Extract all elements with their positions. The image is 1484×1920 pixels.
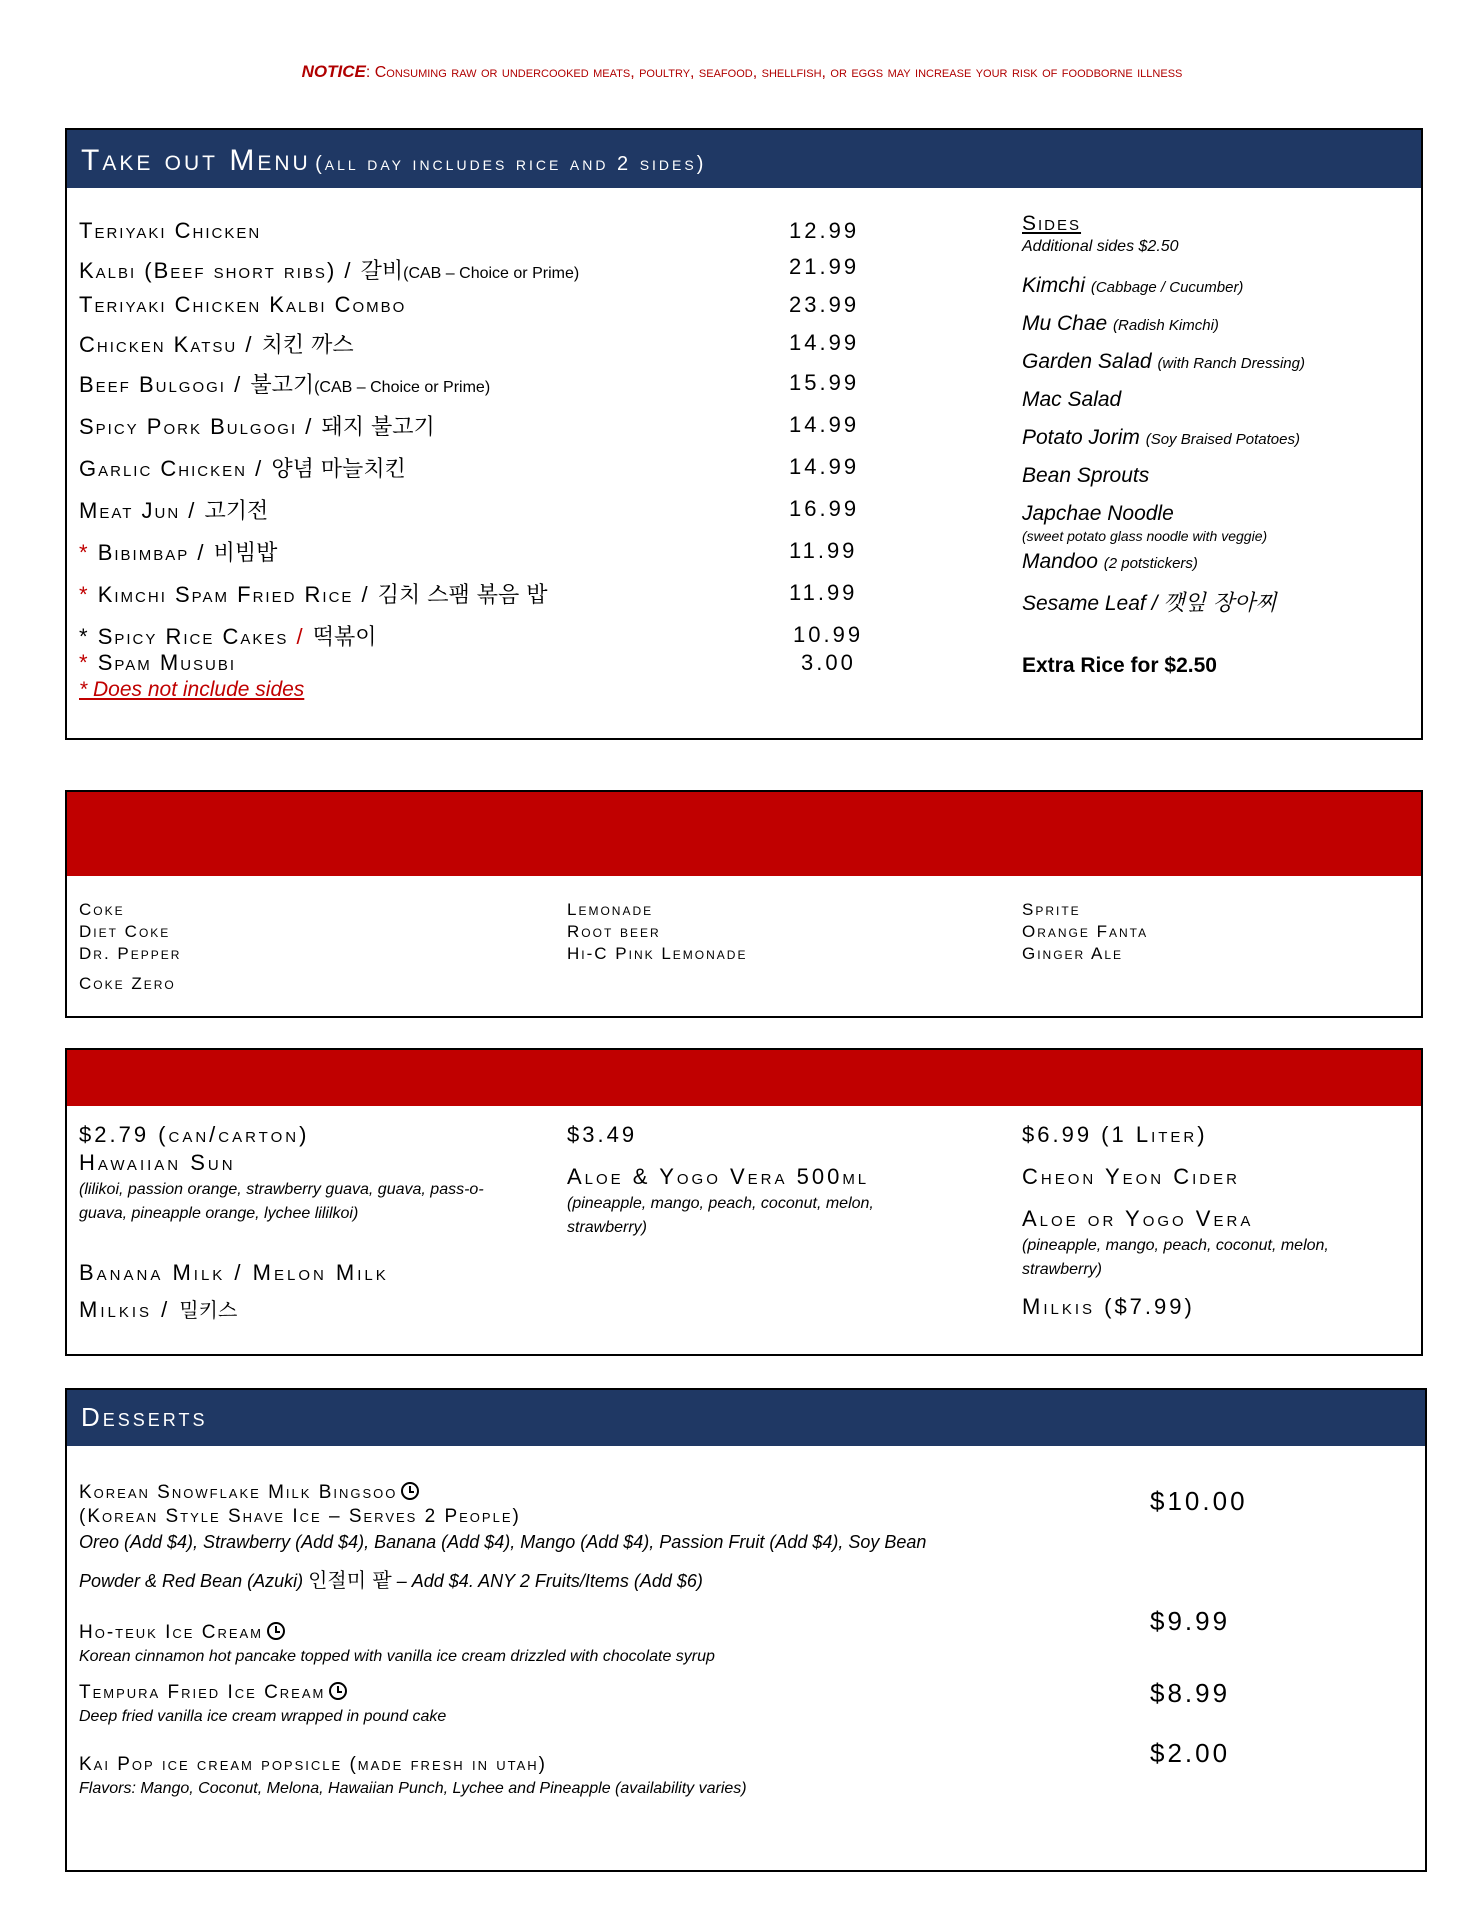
clock-icon: [329, 1682, 347, 1700]
dessert-price: $10.00: [1150, 1486, 1248, 1516]
sides-subtitle: Additional sides $2.50: [1022, 238, 1179, 255]
side-item: Mac Salad: [1022, 388, 1122, 411]
specialty-item: Cheon Yeon Cider: [1022, 1164, 1240, 1189]
specialty-drinks-section: [65, 1048, 1423, 1356]
korean-name: 불고기: [250, 373, 315, 398]
menu-item-kimchi-spam-rice: * Kimchi Spam Fried Rice / 김치 스팸 볶음 밥: [79, 582, 548, 608]
slash: /: [296, 624, 305, 649]
notice-text: : Consuming raw or undercooked meats, poultry, seafood, shellfish, or eggs may increase your risk of foodborne illness: [365, 64, 1183, 81]
korean-name: 비빔밥: [213, 541, 278, 566]
specialty-item: Milkis / 밀키스: [79, 1297, 238, 1322]
specialty-item-desc: (pineapple, mango, peach, coconut, melon, strawberry): [1022, 1237, 1329, 1278]
specialty-title: Specialty Drinks: [81, 1064, 314, 1094]
menu-item-price: 14.99: [789, 454, 860, 479]
korean-name: 돼지 불고기: [321, 415, 435, 440]
drink-item: Root beer: [567, 922, 661, 941]
dessert-price: $9.99: [1150, 1606, 1231, 1636]
dessert-item-desc: Korean cinnamon hot pancake topped with vanilla ice cream drizzled with chocolate syrup: [79, 1648, 715, 1665]
cab-note: (CAB – Choice or Prime): [314, 379, 491, 396]
menu-item-price: 14.99: [789, 330, 860, 355]
dessert-item-desc: Oreo (Add $4), Strawberry (Add $4), Banana (Add $4), Mango (Add $4), Passion Fruit (Add $4), Soy Bean: [79, 1532, 927, 1552]
menu-item-price: 16.99: [789, 496, 860, 521]
sides-title: Sides: [1022, 212, 1082, 235]
takeout-title: Take out Menu: [81, 144, 311, 177]
specialty-item-desc: (lilikoi, passion orange, strawberry guava, guava, pass-o-guava, pineapple orange, lychee lililkoi): [79, 1181, 484, 1222]
menu-item-combo: Teriyaki Chicken Kalbi Combo: [79, 292, 407, 317]
drink-item: Coke Zero: [79, 974, 176, 993]
star-marker: *: [79, 624, 90, 649]
clock-icon: [267, 1622, 285, 1640]
korean-name: 떡볶이: [312, 625, 377, 650]
takeout-menu-section: [65, 128, 1423, 740]
desserts-section: [65, 1388, 1427, 1872]
drinks-header: [67, 792, 1421, 876]
korean-name: 양념 마늘치킨: [271, 457, 406, 482]
menu-item-kalbi: Kalbi (Beef short ribs) / 갈비(CAB – Choice or Prime): [79, 258, 580, 284]
dessert-item-bingsoo: Korean Snowflake Milk Bingsoo: [79, 1482, 419, 1504]
specialty-price: $6.99 (1 Liter): [1022, 1122, 1208, 1147]
specialty-item: Hawaiian Sun: [79, 1150, 236, 1175]
korean-name: 치킨 까스: [261, 333, 354, 358]
menu-item-price: 15.99: [789, 370, 860, 395]
specialty-item: Aloe & Yogo Vera 500ml: [567, 1164, 870, 1189]
drinks-section: [65, 790, 1423, 1018]
side-item: Mandoo (2 potstickers): [1022, 550, 1198, 573]
dessert-item-hoteuk: Ho-teuk Ice Cream: [79, 1622, 285, 1644]
cab-note: (CAB – Choice or Prime): [403, 265, 580, 282]
drinks-price: $3.49: [81, 837, 157, 864]
star-marker: *: [79, 650, 90, 675]
side-item: Mu Chae (Radish Kimchi): [1022, 312, 1219, 335]
menu-item-bibimbap: * Bibimbap / 비빔밥: [79, 540, 278, 566]
drink-item: Dr. Pepper: [79, 944, 182, 963]
extra-rice: Extra Rice for $2.50: [1022, 654, 1217, 677]
menu-item-price: 23.99: [789, 292, 860, 317]
side-item: Garden Salad (with Ranch Dressing): [1022, 350, 1305, 373]
star-marker: *: [79, 540, 90, 565]
menu-item-price: 11.99: [789, 538, 858, 563]
takeout-header: [67, 130, 1421, 188]
korean-name: 고기전: [204, 499, 269, 524]
dessert-item-bingsoo-subtitle: (Korean Style Shave Ice – Serves 2 People): [79, 1506, 521, 1527]
menu-item-price: 21.99: [789, 254, 860, 279]
dessert-item-kai-pop: Kai Pop ice cream popsicle (made fresh in utah): [79, 1754, 547, 1775]
menu-item-price: 12.99: [789, 218, 860, 243]
specialty-item: Milkis ($7.99): [1022, 1294, 1195, 1319]
menu-item-teriyaki-chicken: Teriyaki Chicken: [79, 218, 262, 243]
specialty-item: Aloe or Yogo Vera: [1022, 1206, 1254, 1231]
specialty-price: $3.49: [567, 1122, 638, 1147]
menu-item-spicy-rice-cakes: * Spicy Rice Cakes / 떡볶이: [79, 624, 377, 650]
foodborne-notice: [0, 62, 1484, 82]
desserts-header: [67, 1390, 1425, 1446]
clock-icon: [401, 1482, 419, 1500]
menu-item-price: 11.99: [789, 580, 858, 605]
side-item: Sesame Leaf / 깻잎 장아찌: [1022, 591, 1277, 616]
korean-name: 김치 스팸 볶음 밥: [377, 583, 548, 608]
menu-item-price: 3.00: [801, 650, 856, 675]
menu-item-meat-jun: Meat Jun / 고기전: [79, 498, 269, 524]
specialty-header: [67, 1050, 1421, 1106]
dessert-item-desc: Powder & Red Bean (Azuki) 인절미 팥 – Add $4. ANY 2 Fruits/Items (Add $6): [79, 1568, 703, 1592]
footnote-no-sides: * Does not include sides: [79, 678, 305, 701]
dessert-price: $2.00: [1150, 1738, 1231, 1768]
specialty-item-desc: (pineapple, mango, peach, coconut, melon, strawberry): [567, 1195, 874, 1236]
drink-item: Lemonade: [567, 900, 654, 919]
korean-name: 갈비: [360, 259, 404, 284]
menu-item-spicy-pork: Spicy Pork Bulgogi / 돼지 불고기: [79, 414, 435, 440]
drink-item: Diet Coke: [79, 922, 171, 941]
star-marker: *: [79, 582, 90, 607]
menu-item-chicken-katsu: Chicken Katsu / 치킨 까스: [79, 332, 354, 358]
desserts-title: Desserts: [81, 1402, 208, 1432]
drink-item: Orange Fanta: [1022, 922, 1149, 941]
specialty-price: $2.79 (can/carton): [79, 1122, 310, 1147]
dessert-item-desc: Flavors: Mango, Coconut, Melona, Hawaiian Punch, Lychee and Pineapple (availability varies): [79, 1780, 747, 1797]
drink-item: Coke: [79, 900, 125, 919]
drinks-title: Drinks: [81, 804, 173, 834]
notice-label: NOTICE: [301, 62, 366, 81]
side-item: Kimchi (Cabbage / Cucumber): [1022, 274, 1244, 297]
menu-item-price: 10.99: [793, 622, 864, 647]
drink-item: Sprite: [1022, 900, 1081, 919]
menu-item-garlic-chicken: Garlic Chicken / 양념 마늘치킨: [79, 456, 406, 482]
takeout-subtitle: (all day includes rice and 2 sides): [315, 153, 707, 175]
drinks-subtitle: with Free Refill (dine-in only): [183, 813, 464, 832]
menu-item-spam-musubi: * Spam Musubi: [79, 650, 237, 675]
drink-item: Hi-C Pink Lemonade: [567, 944, 748, 963]
drink-item: Ginger Ale: [1022, 944, 1124, 963]
menu-item-price: 14.99: [789, 412, 860, 437]
dessert-price: $8.99: [1150, 1678, 1231, 1708]
specialty-subtitle: (availability may vary): [321, 1073, 523, 1092]
side-item: Potato Jorim (Soy Braised Potatoes): [1022, 426, 1300, 449]
side-item: Bean Sprouts: [1022, 464, 1150, 487]
menu-item-beef-bulgogi: Beef Bulgogi / 불고기(CAB – Choice or Prime): [79, 372, 491, 398]
specialty-item: Banana Milk / Melon Milk: [79, 1260, 389, 1285]
side-item-note: (sweet potato glass noodle with veggie): [1022, 528, 1268, 544]
side-item: Japchae Noodle: [1022, 502, 1174, 525]
dessert-item-desc: Deep fried vanilla ice cream wrapped in pound cake: [79, 1708, 447, 1725]
dessert-item-tempura: Tempura Fried Ice Cream: [79, 1682, 347, 1704]
